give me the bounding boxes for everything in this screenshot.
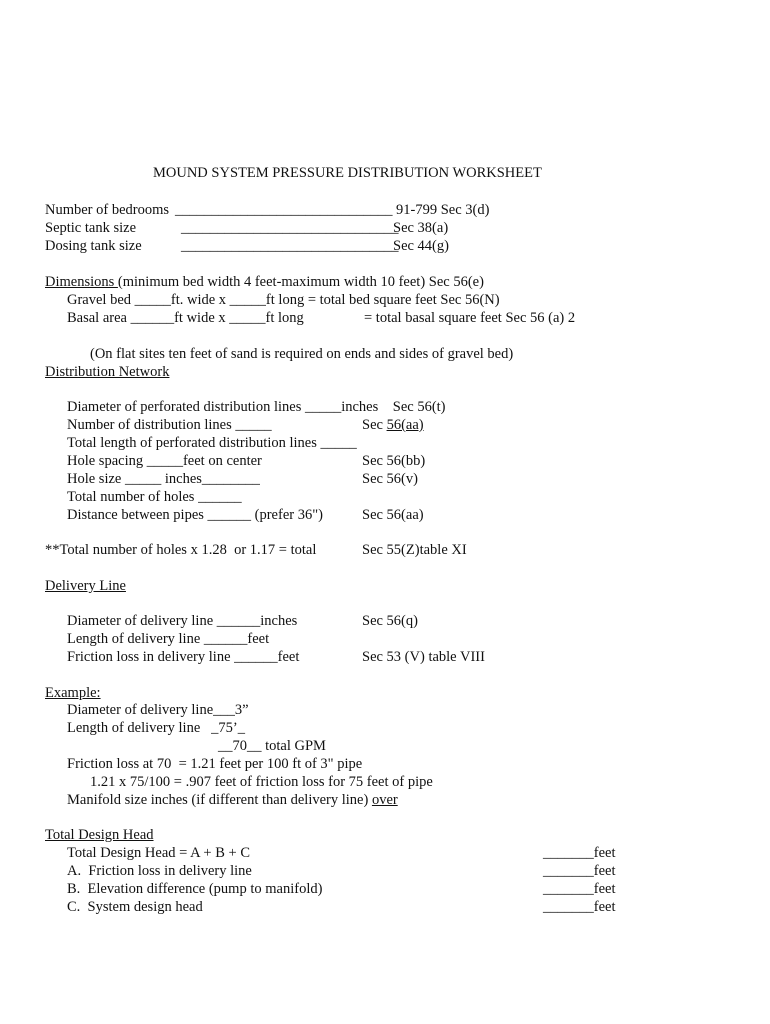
dist-row-diameter: Diameter of perforated distribution lines _____inches Sec 56(t) [67, 399, 446, 415]
example-heading: Example: [45, 685, 101, 701]
design-head-row-a-blank: _______feet [543, 863, 616, 879]
design-head-row-a: A. Friction loss in delivery line [67, 863, 252, 879]
example-gpm: __70__ total GPM [218, 738, 326, 754]
example-calc: 1.21 x 75/100 = .907 feet of friction loss for 75 feet of pipe [90, 774, 433, 790]
dist-row-hole-size: Hole size _____ inches________ [67, 471, 260, 487]
delivery-row-diameter-ref: Sec 56(q) [362, 613, 418, 629]
septic-label: Septic tank size [45, 220, 137, 236]
example-friction: Friction loss at 70 = 1.21 feet per 100 ft of 3" pipe [67, 756, 363, 772]
page-title: MOUND SYSTEM PRESSURE DISTRIBUTION WORKSHEET [153, 165, 542, 181]
distribution-heading: Distribution Network [45, 364, 170, 380]
dist-row-total-length: Total length of perforated distribution lines _____ [67, 435, 357, 451]
bedrooms-label: Number of bedrooms [45, 202, 170, 218]
design-head-row-c: C. System design head [67, 899, 203, 915]
example-length: Length of delivery line _75’_ [67, 720, 245, 736]
dist-row-number-ref [362, 416, 424, 434]
dimensions-heading: Dimensions [45, 274, 118, 290]
over-link: over [371, 792, 398, 808]
basal-area-rest: = total basal square feet Sec 56 (a) 2 [364, 310, 576, 326]
design-head-row-b-blank: _______feet [543, 881, 616, 897]
sec-56aa-ref: 56(aa) [386, 417, 424, 433]
design-head-row-total: Total Design Head = A + B + C [67, 845, 251, 861]
dist-row-hole-spacing-ref: Sec 56(bb) [362, 453, 426, 469]
design-head-row-c-blank: _______feet [543, 899, 616, 915]
dimensions-line [45, 273, 484, 291]
dist-row-hole-spacing: Hole spacing _____feet on center [67, 453, 262, 469]
dosing-ref: Sec 44(g) [393, 238, 449, 254]
delivery-row-friction-ref: Sec 53 (V) table VIII [362, 649, 485, 665]
dist-row-hole-size-ref: Sec 56(v) [362, 471, 418, 487]
bedrooms-blank: ______________________________ [175, 202, 393, 218]
gravel-bed-line: Gravel bed _____ft. wide x _____ft long = total bed square feet Sec 56(N) [67, 292, 500, 308]
dist-row-number: Number of distribution lines _____ [67, 417, 272, 433]
bedrooms-ref: 91-799 Sec 3(d) [396, 202, 490, 218]
design-head-heading: Total Design Head [45, 827, 154, 843]
sec-prefix: Sec [362, 417, 387, 433]
basal-area-line: Basal area ______ft wide x _____ft long [67, 310, 304, 326]
dosing-blank: ______________________________ [181, 238, 399, 254]
dist-row-total-holes: Total number of holes ______ [67, 489, 242, 505]
delivery-row-diameter: Diameter of delivery line ______inches [67, 613, 298, 629]
total-holes-formula: **Total number of holes x 1.28 or 1.17 = total [45, 542, 317, 558]
design-head-row-total-blank: _______feet [543, 845, 616, 861]
dist-row-distance: Distance between pipes ______ (prefer 36") [67, 507, 323, 523]
example-manifold [67, 791, 398, 809]
septic-blank: ______________________________ [181, 220, 399, 236]
dist-row-distance-ref: Sec 56(aa) [362, 507, 424, 523]
septic-ref: Sec 38(a) [393, 220, 449, 236]
delivery-row-length: Length of delivery line ______feet [67, 631, 270, 647]
flat-sites-note: (On flat sites ten feet of sand is required on ends and sides of gravel bed) [90, 346, 514, 362]
design-head-row-b: B. Elevation difference (pump to manifold) [67, 881, 323, 897]
dosing-label: Dosing tank size [45, 238, 142, 254]
example-diameter: Diameter of delivery line___3” [67, 702, 249, 718]
manifold-text: Manifold size inches (if different than delivery line) [67, 792, 372, 808]
total-holes-ref: Sec 55(Z)table XI [362, 542, 467, 558]
delivery-heading: Delivery Line [45, 578, 126, 594]
dimensions-heading-rest: (minimum bed width 4 feet-maximum width 10 feet) Sec 56(e) [117, 274, 484, 290]
delivery-row-friction: Friction loss in delivery line ______feet [67, 649, 300, 665]
